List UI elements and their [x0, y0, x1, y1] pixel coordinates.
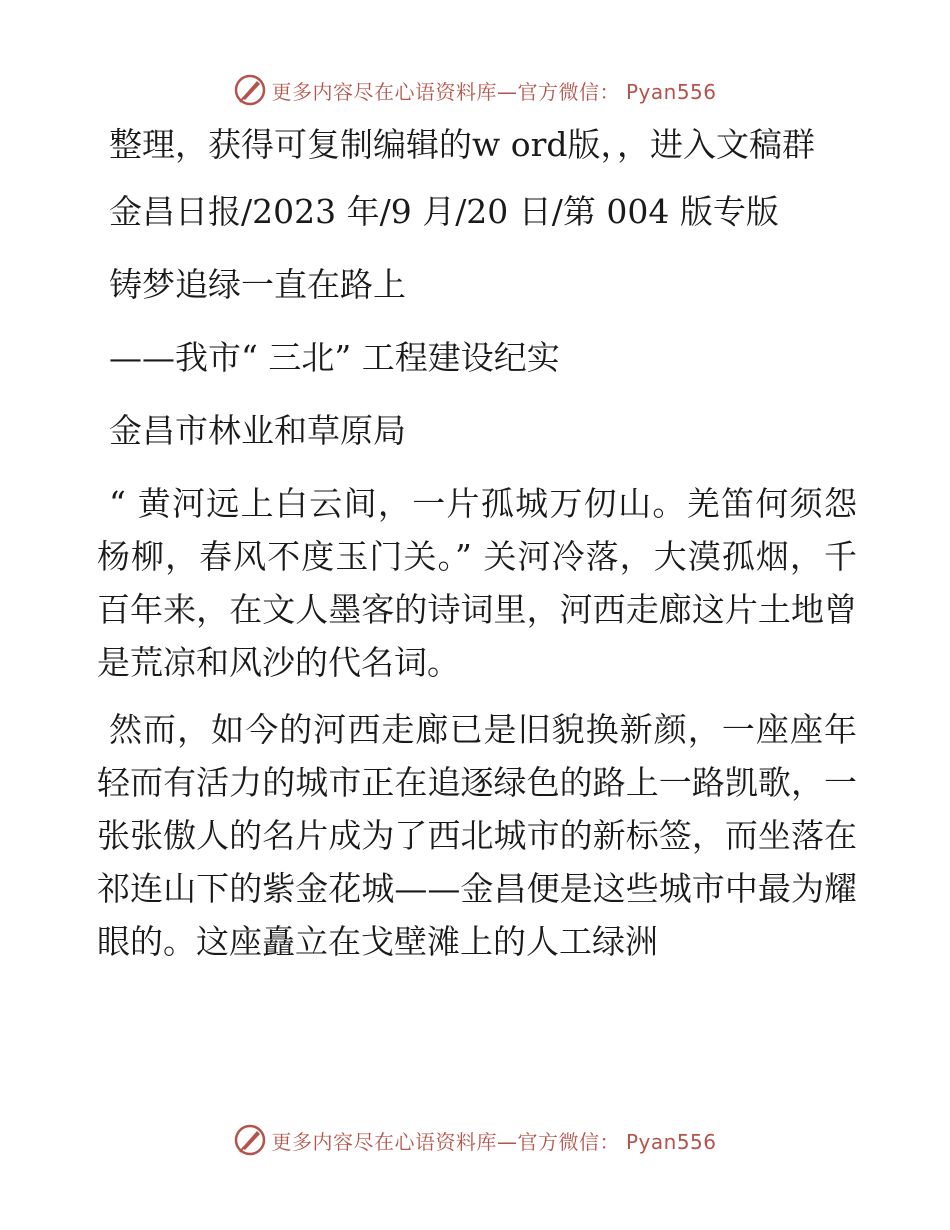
- article-title: 铸梦追绿一直在路上: [109, 265, 406, 304]
- article-subtitle: ——我市“ 三北” 工程建设纪实: [109, 338, 560, 377]
- intro-note: 整理，获得可复制编辑的w ord版，，进入文稿群: [109, 125, 816, 164]
- body-paragraph: 然而，如今的河西走廊已是旧貌换新颜，一座座年轻而有活力的城市正在追逐绿色的路上一路凯歌，一张张傲人的名片成为了西北城市的新标签，而坐落在祁连山下的紫金花城——金昌便是这些城市中最为耀眼的。这座矗立在戈壁滩上的人工绿洲: [97, 710, 857, 961]
- watermark-text: 更多内容尽在心语资料库—官方微信： Pyan556: [271, 1129, 717, 1154]
- quill-pen-circle-icon: [233, 1123, 267, 1157]
- source-line: 金昌日报/2023 年/9 月/20 日/第 004 版专版: [109, 192, 779, 231]
- watermark-footer: [0, 1120, 950, 1160]
- document-body: [97, 118, 857, 982]
- article-author: 金昌市林业和草原局: [109, 411, 406, 450]
- watermark-header: [0, 70, 950, 110]
- watermark-text: 更多内容尽在心语资料库—官方微信： Pyan556: [271, 79, 717, 104]
- quill-pen-circle-icon: [233, 73, 267, 107]
- body-paragraph: “ 黄河远上白云间，一片孤城万仞山。羌笛何须怨杨柳，春风不度玉门关。” 关河冷落，大漠孤烟，千百年来，在文人墨客的诗词里，河西走廊这片土地曾是荒凉和风沙的代名词。: [97, 484, 857, 682]
